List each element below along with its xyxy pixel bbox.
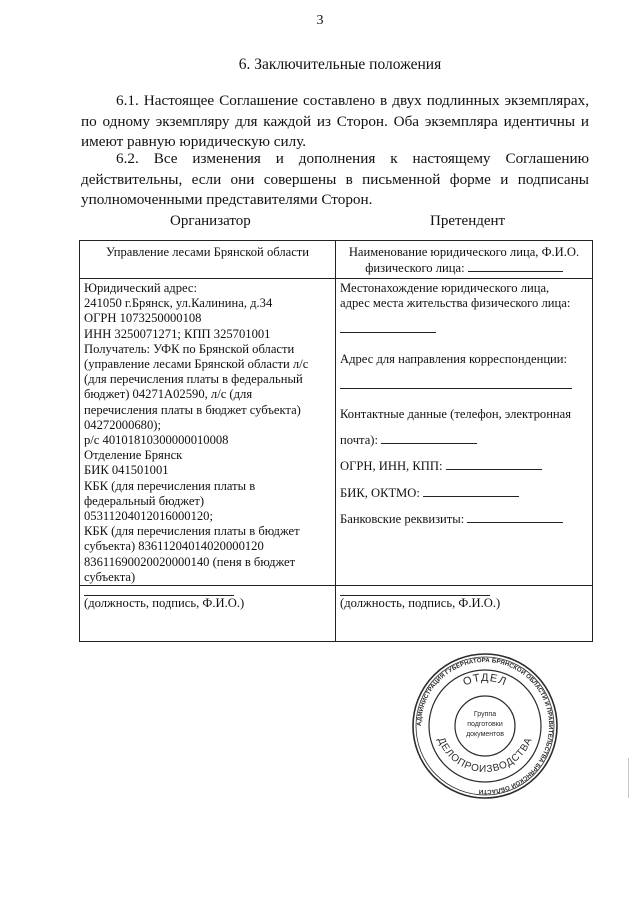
organizer-detail-line: 241050 г.Брянск, ул.Калинина, д.34 (84, 296, 273, 311)
p62-line-2: действительны, если они совершены в письменной форме и подписаны (81, 170, 589, 188)
spacer (340, 501, 588, 511)
applicant-location-label-2: адрес места жительства физического лица: (340, 296, 571, 311)
applicant-bik-field (340, 485, 588, 501)
p61-line-2: по одному экземпляру для каждой из Сторон. Оба экземпляра идентичны и (81, 112, 589, 130)
spacer (340, 311, 588, 321)
organizer-detail-line: бюджет) 04271A02590, л/с (для (84, 387, 253, 402)
applicant-ogrn-label: ОГРН, ИНН, КПП: (340, 459, 443, 474)
applicant-bik-blank (423, 485, 519, 497)
organizer-detail-line: (для перечисления платы в федеральный (84, 372, 303, 387)
organizer-detail-line: субъекта) (84, 569, 136, 584)
organizer-details-cell (80, 279, 336, 586)
organizer-detail-line: 04272000680); (84, 417, 161, 432)
organizer-detail-line: р/с 40101810300000010008 (84, 433, 229, 448)
applicant-location-label: Местонахождение юридического лица, (340, 281, 550, 295)
applicant-signature-caption: (должность, подпись, Ф.И.О.) (340, 596, 501, 611)
p61-line-1: 6.1. Настоящее Соглашение составлено в двух подлинных экземплярах, (116, 92, 589, 109)
scan-edge-mark (628, 758, 635, 798)
spacer (340, 475, 588, 485)
applicant-location-blank (340, 321, 436, 333)
stamp-ring-bottom: ДЕЛОПРОИЗВОДСТВА (435, 735, 535, 776)
stamp-ring-top: ОТДЕЛ (461, 671, 509, 689)
organizer-detail-line: субъекта) 83611204014020000120 (84, 539, 264, 554)
requisites-table (79, 240, 593, 642)
applicant-name-cell (336, 241, 593, 279)
organizer-name-cell (80, 241, 336, 279)
applicant-email-label: почта): (340, 433, 378, 448)
organizer-detail-line: ИНН 3250071271; КПП 325701001 (84, 326, 271, 341)
stamp-outer-text: АДМИНИСТРАЦИЯ ГУБЕРНАТОРА БРЯНСКОЙ ОБЛАСТИ И ПРАВИТЕЛЬСТВА БРЯНСКОЙ ОБЛАСТИ (415, 656, 555, 796)
paragraph-6-2 (81, 149, 589, 211)
spacer (340, 367, 588, 377)
p61-line-3: имеют равную юридическую силу. (81, 133, 307, 150)
applicant-bank-blank (467, 511, 563, 523)
organizer-detail-line: ОГРН 1073250000108 (84, 311, 202, 326)
spacer (340, 422, 588, 432)
stamp-center-line-1: Группа (473, 711, 497, 718)
organizer-detail-line: Юридический адрес: (84, 281, 197, 295)
organizer-detail-line: БИК 041501001 (84, 463, 169, 478)
applicant-ogrn-blank (446, 458, 542, 470)
applicant-email-blank (381, 432, 477, 444)
applicant-name-field (340, 260, 588, 276)
applicant-name-blank (468, 260, 563, 272)
spacer (340, 448, 588, 458)
applicant-details-cell (336, 279, 593, 586)
applicant-signature-cell (336, 586, 593, 642)
organizer-detail-line: федеральный бюджет) (84, 493, 205, 508)
applicant-email-field (340, 432, 588, 448)
table-header-row (80, 241, 593, 279)
office-stamp (411, 652, 559, 800)
organizer-signature-caption: (должность, подпись, Ф.И.О.) (84, 596, 245, 611)
applicant-bik-label: БИК, ОКТМО: (340, 485, 420, 500)
applicant-heading: Претендент (430, 213, 506, 229)
applicant-correspondence-label: Адрес для направления корреспонденции: (340, 351, 568, 366)
page-number: 3 (316, 13, 324, 28)
organizer-detail-line: Получатель: УФК по Брянской области (84, 341, 295, 356)
applicant-bank-label: Банковские реквизиты: (340, 511, 465, 526)
organizer-detail-line: 83611690020020000140 (пеня в бюджет (84, 554, 296, 569)
applicant-ogrn-field (340, 458, 588, 474)
organizer-heading: Организатор (170, 213, 251, 229)
p62-line-3: уполномоченными представителями Сторон. (81, 191, 373, 208)
section-title: 6. Заключительные положения (238, 56, 442, 73)
table-details-row (80, 279, 593, 586)
organizer-detail-line: 05311204012016000120; (84, 509, 213, 524)
organizer-name: Управление лесами Брянской области (105, 245, 310, 259)
applicant-correspondence-blank (340, 377, 572, 389)
spacer (340, 338, 588, 352)
organizer-detail-line: (управление лесами Брянской области л/с (84, 357, 309, 372)
organizer-detail-line: перечисления платы в бюджет субъекта) (84, 402, 301, 417)
stamp-center-line-2: подготовки (467, 721, 503, 728)
paragraph-6-1 (81, 91, 589, 153)
table-signature-row (80, 586, 593, 642)
organizer-signature-cell (80, 586, 336, 642)
svg-text:ОТДЕЛ (462, 672, 509, 688)
organizer-detail-line: Отделение Брянск (84, 448, 183, 463)
applicant-name-label: Наименование юридического лица, Ф.И.О. (348, 245, 580, 259)
stamp-center-line-3: документов (466, 731, 504, 738)
applicant-bank-field (340, 511, 588, 527)
applicant-contacts-label: Контактные данные (телефон, электронная (340, 407, 572, 422)
organizer-detail-line: КБК (для перечисления платы в (84, 478, 256, 493)
spacer (340, 393, 588, 407)
applicant-name-label-2: физического лица: (365, 261, 465, 276)
p62-line-1: 6.2. Все изменения и дополнения к настоящему Соглашению (116, 150, 589, 167)
organizer-detail-line: КБК (для перечисления платы в бюджет (84, 524, 300, 539)
